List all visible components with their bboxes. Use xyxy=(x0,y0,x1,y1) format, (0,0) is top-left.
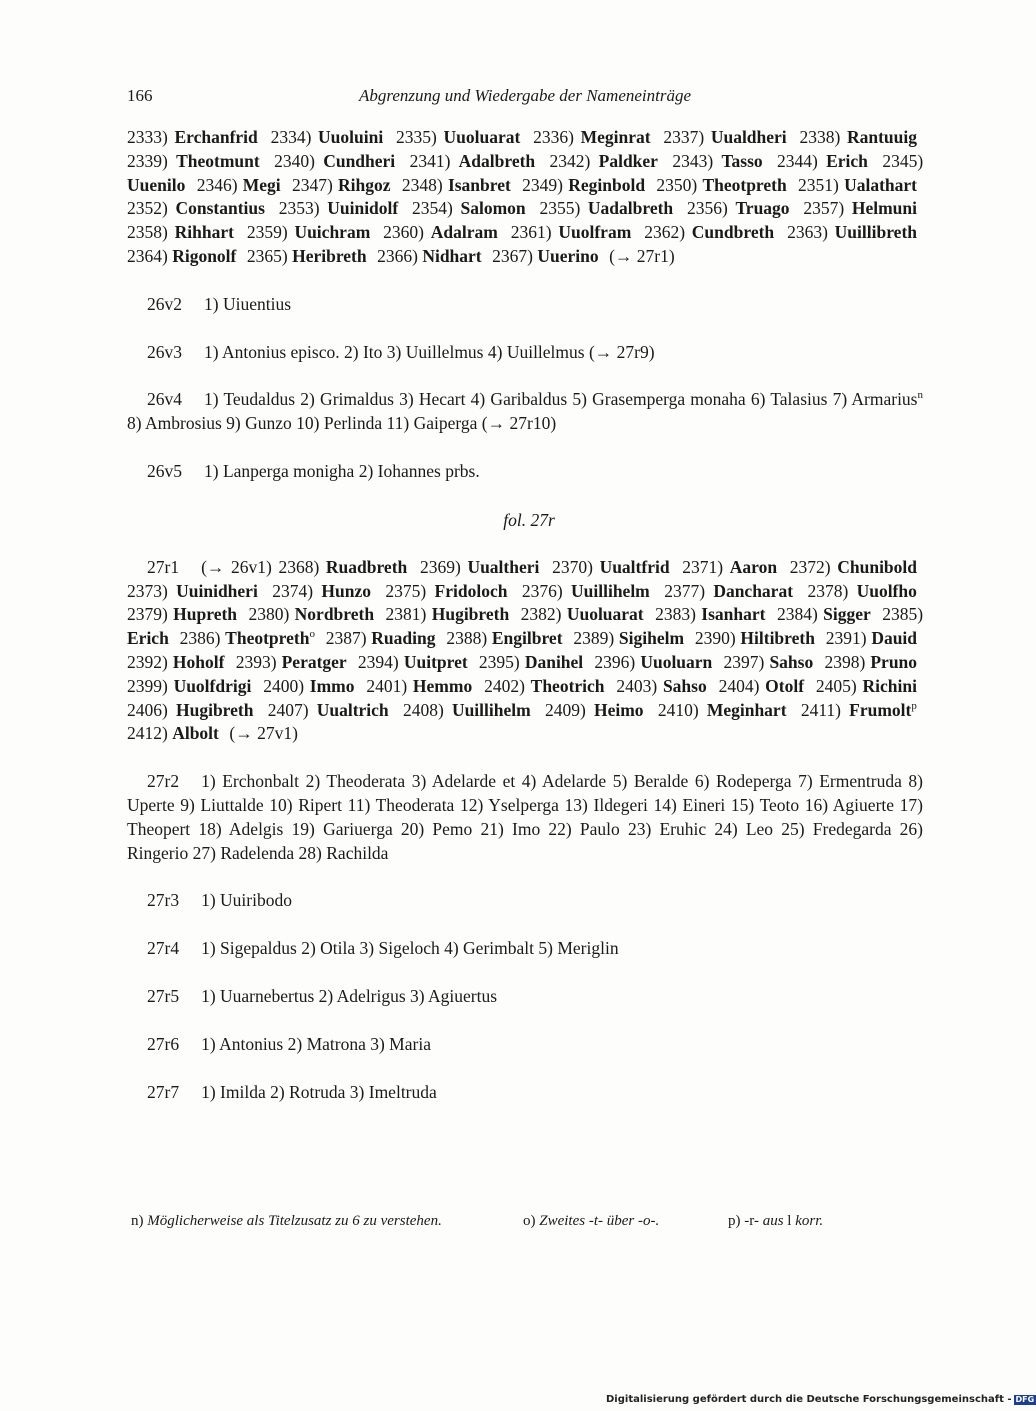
entry-number: 2364) xyxy=(127,245,168,266)
entry-line-27r7: 27r7 1) Imilda 2) Rotruda 3) Imeltruda xyxy=(147,1081,437,1102)
name-entry xyxy=(358,652,468,672)
entry-line-27r5: 27r5 1) Uuarnebertus 2) Adelrigus 3) Agiuertus xyxy=(147,985,498,1006)
entry-label: 27r1 xyxy=(147,556,180,577)
name-entry xyxy=(664,581,793,601)
entry-number: 2367) xyxy=(492,245,533,266)
entry-number: 2343) xyxy=(672,150,714,171)
name-entry xyxy=(127,652,224,672)
name-entry xyxy=(236,652,347,672)
entry-number: 2374) xyxy=(272,580,314,601)
entry-name: Uualtfrid xyxy=(599,556,670,577)
entry-name: Uuerino xyxy=(537,245,599,266)
name-entry xyxy=(594,652,712,672)
name-entry xyxy=(724,652,814,672)
name-entry xyxy=(127,604,237,624)
name-entry xyxy=(412,198,526,218)
entry-number: 2398) xyxy=(824,651,866,672)
entry-number: 2334) xyxy=(270,127,312,147)
entry-name: Hupreth xyxy=(173,604,238,625)
entry-name: Uuillihelm xyxy=(571,580,650,601)
entry-name: Aaron xyxy=(729,556,778,577)
name-entry xyxy=(803,198,917,218)
entry-line-26v2: 26v2 1) Uiuentius xyxy=(147,293,292,314)
name-entry xyxy=(402,175,511,195)
entry-line-27r6: 27r6 1) Antonius 2) Matrona 3) Maria xyxy=(147,1033,431,1054)
entry-name: Sahso xyxy=(769,651,814,672)
name-entry xyxy=(522,581,650,601)
name-entry xyxy=(550,151,658,171)
name-entry xyxy=(492,246,598,266)
entry-name: Helmuni xyxy=(851,198,917,219)
name-entry xyxy=(682,557,777,577)
entry-number: 2383) xyxy=(655,604,696,625)
page-header xyxy=(127,86,923,114)
entry-name: Pruno xyxy=(870,651,918,672)
entry-number: 2354) xyxy=(412,198,453,219)
entry-name: Uuillibreth xyxy=(834,222,918,243)
name-entry xyxy=(798,175,917,195)
entry-number: 2404) xyxy=(718,675,760,696)
entry-name: Constantius xyxy=(175,198,265,219)
entry-number: 2355) xyxy=(539,198,581,219)
name-entry xyxy=(410,151,536,171)
entry-number: 2394) xyxy=(357,651,399,672)
entry-line-26v3: 26v3 1) Antonius episco. 2) Ito 3) Uuillelmus 4) Uuillelmus (→ 27r9) xyxy=(147,341,655,362)
main-text xyxy=(127,126,923,1104)
name-entry xyxy=(695,628,815,648)
name-entry xyxy=(807,581,916,601)
name-entry xyxy=(446,628,562,648)
name-entry xyxy=(278,557,407,577)
entry-number: 2335) xyxy=(396,127,437,147)
entry-number: 2410) xyxy=(657,699,699,720)
entry-number: 2390) xyxy=(694,628,736,649)
entry-name: Sigihelm xyxy=(618,628,685,649)
entry-name: Uuillihelm xyxy=(451,699,531,720)
name-entry xyxy=(655,604,765,624)
entry-number: 2348) xyxy=(401,174,443,195)
entry-line-26v5: 26v5 1) Lanperga monigha 2) Iohannes prbs. xyxy=(147,460,480,481)
entry-number: 2369) xyxy=(420,556,461,577)
entry-name: Uuolfram xyxy=(558,222,632,243)
name-entry xyxy=(127,676,251,696)
entry-name: Uualtrich xyxy=(316,699,389,720)
name-entry xyxy=(522,175,645,195)
footnote-o: o) Zweites -t- über -o-. xyxy=(523,1213,660,1229)
entry-number: 2359) xyxy=(246,222,288,243)
entry-name: Uadalbreth xyxy=(587,198,674,219)
name-entry xyxy=(719,676,804,696)
footnote-mark: p xyxy=(911,699,917,712)
entry-name: Cundbreth xyxy=(691,222,775,243)
entry-number: 2350) xyxy=(656,174,698,195)
entry-number: 2345) xyxy=(882,150,924,171)
entry-number: 2393) xyxy=(235,651,277,672)
entry-number: 2373) xyxy=(127,580,168,601)
entry-name: Cundheri xyxy=(323,150,396,171)
entry-name: Adalram xyxy=(430,222,498,243)
entry-number: 2400) xyxy=(263,675,305,696)
name-entry xyxy=(366,676,472,696)
name-entry xyxy=(656,175,786,195)
entry-number: 2356) xyxy=(686,198,728,219)
entry-name: Sigger xyxy=(823,604,871,625)
name-entry xyxy=(533,127,650,147)
name-entry xyxy=(790,557,917,577)
name-entry xyxy=(127,723,219,743)
entry-name: Uuolfho xyxy=(856,580,917,601)
entry-name: Reginbold xyxy=(568,174,646,195)
entry-name: Paldker xyxy=(598,150,658,171)
entry-name: Fridoloch xyxy=(434,580,508,601)
name-entry xyxy=(663,127,786,147)
entry-name: Rihgoz xyxy=(338,174,391,195)
entry-line-27r4: 27r4 1) Sigepaldus 2) Otila 3) Sigeloch 4) Gerimbalt 5) Meriglin xyxy=(147,938,619,959)
entry-number: 2333) xyxy=(127,127,168,147)
entry-number: 2406) xyxy=(127,699,168,720)
entry-line-26v4: 26v4 1) Teudaldus 2) Grimaldus 3) Hecart 4) Garibaldus 5) Grasemperga monaha 6) Talasius 7) Armarius$^n$ 8) Ambrosius 9) Gunzo 10) Perlinda 11) Gaiperga (→ 27r10) xyxy=(127,389,923,434)
entry-name: Uuinidheri xyxy=(176,580,258,601)
entry-number: 2372) xyxy=(789,556,831,577)
name-entry xyxy=(326,628,436,648)
entry-number: 2412) xyxy=(127,723,168,744)
entry-name: Ruading xyxy=(371,628,436,649)
entry-number: 2408) xyxy=(402,699,444,720)
entry-number: 2385) xyxy=(882,604,924,625)
entry-number: 2357) xyxy=(803,198,845,219)
entry-number: 2409) xyxy=(544,699,586,720)
entry-number: 2377) xyxy=(664,580,706,601)
name-entry xyxy=(511,222,632,242)
entry-name: Danihel xyxy=(524,651,584,672)
name-entry xyxy=(127,222,234,242)
footnote-mark: o xyxy=(309,628,315,641)
entry-number: 2347) xyxy=(292,174,333,195)
name-entry xyxy=(787,222,917,242)
entry-name: Adalbreth xyxy=(458,150,536,171)
name-entry xyxy=(247,222,370,242)
entry-name: Ruadbreth xyxy=(325,556,408,577)
entry-number: 2349) xyxy=(522,174,563,195)
entry-name: Chunibold xyxy=(837,556,918,577)
entry-name: Isanhart xyxy=(701,604,766,625)
footnote-mark-n: n xyxy=(917,389,923,402)
name-entry xyxy=(777,151,868,171)
name-entry xyxy=(479,652,583,672)
entry-number: 2401) xyxy=(366,675,408,696)
entry-name: Uuoluarat xyxy=(566,604,644,625)
entry-name: Nidhart xyxy=(422,245,482,266)
entry-number: 2366) xyxy=(377,245,418,266)
entry-name: Rantuuig xyxy=(846,127,917,147)
name-entry xyxy=(552,557,669,577)
entry-name: Uuichram xyxy=(294,222,371,243)
dfg-logo: DFG xyxy=(1015,1395,1035,1404)
entry-number: 2365) xyxy=(246,245,288,266)
entry-name: Albolt xyxy=(172,723,219,744)
entry-number: 2402) xyxy=(484,675,525,696)
entry-name: Uuolfdrigi xyxy=(173,675,252,696)
entry-name: Richini xyxy=(862,675,917,696)
entry-name: Heribreth xyxy=(292,245,367,266)
footnote-p: p) -r- aus l korr. xyxy=(728,1213,824,1229)
entry-number: 2370) xyxy=(552,556,593,577)
entry-number: 2353) xyxy=(278,198,320,219)
name-entry xyxy=(687,198,790,218)
entry-number: 2361) xyxy=(510,222,552,243)
entry-number: 2338) xyxy=(799,127,841,147)
entry-number: 2384) xyxy=(776,604,818,625)
entry-name: Uuitpret xyxy=(403,651,468,672)
entry-number: 2352) xyxy=(127,198,168,219)
name-entry xyxy=(816,676,917,696)
entry-number: 2340) xyxy=(274,150,315,171)
entry-name: Heimo xyxy=(593,699,644,720)
entry-number: 2346) xyxy=(196,174,238,195)
entry-name: Theotpreth xyxy=(225,628,310,649)
entry-number: 2358) xyxy=(127,222,168,243)
entry-number: 2403) xyxy=(616,675,658,696)
entry-number: 2405) xyxy=(815,675,857,696)
entry-name: Rihhart xyxy=(174,222,234,243)
entry-number: 2380) xyxy=(248,604,290,625)
entry-number: 2407) xyxy=(267,699,309,720)
entry-number: 2387) xyxy=(325,628,367,649)
entry-name: Frumolt xyxy=(849,699,912,720)
entry-number: 2411) xyxy=(800,699,841,720)
name-entry xyxy=(826,628,917,648)
entry-name: Hoholf xyxy=(172,651,225,672)
entry-number: 2376) xyxy=(521,580,563,601)
name-entry xyxy=(403,700,531,720)
name-entry xyxy=(799,127,917,147)
entry-name: Sahso xyxy=(662,675,707,696)
entry-name: Ualathart xyxy=(844,174,917,195)
name-entry xyxy=(824,652,917,672)
name-entry xyxy=(127,581,258,601)
entry-number: 2363) xyxy=(787,222,828,243)
entry-number: 2391) xyxy=(825,628,867,649)
entry-number: 2388) xyxy=(446,628,488,649)
name-entry xyxy=(658,700,787,720)
name-entry xyxy=(420,557,539,577)
entry-number: 2368) xyxy=(278,556,320,577)
entry-number: 2339) xyxy=(127,150,168,171)
entry-number: 2351) xyxy=(798,174,839,195)
entry-number: 2360) xyxy=(383,222,424,243)
name-entry xyxy=(801,700,917,720)
entry-number: 2371) xyxy=(682,556,724,577)
name-entry xyxy=(383,222,498,242)
name-entry xyxy=(268,700,389,720)
entry-name: Tasso xyxy=(721,150,763,171)
entry-name: Hemmo xyxy=(412,675,473,696)
entry-number: 2379) xyxy=(127,604,168,625)
cross-reference: (→ 27r1) xyxy=(609,245,675,266)
name-entry xyxy=(127,151,260,171)
entry-name: Dauid xyxy=(871,628,918,649)
entry-number: 2344) xyxy=(777,150,818,171)
name-entry xyxy=(377,246,482,266)
name-entry xyxy=(539,198,673,218)
cross-reference: (→ 27v1) xyxy=(229,723,298,744)
entry-name: Engilbret xyxy=(491,628,563,649)
name-entry xyxy=(127,127,258,147)
running-title: Abgrenzung und Wiedergabe der Nameneinträge xyxy=(358,86,692,105)
entry-name: Otolf xyxy=(765,675,805,696)
name-entry xyxy=(127,246,236,266)
entry-name: Uuenilo xyxy=(127,174,186,195)
name-entry xyxy=(272,581,371,601)
name-entry xyxy=(263,676,354,696)
footnote-n: n) Möglicherweise als Titelzusatz zu 6 zu verstehen. xyxy=(131,1213,442,1229)
name-entry xyxy=(521,604,644,624)
name-entry xyxy=(385,581,507,601)
entry-name: Erich xyxy=(826,150,868,171)
entry-name: Rigonolf xyxy=(172,245,237,266)
entry-name: Hugibreth xyxy=(175,699,254,720)
name-entry xyxy=(127,198,265,218)
entry-number: 2375) xyxy=(385,580,427,601)
entry-name: Dancharat xyxy=(713,580,794,601)
name-entry xyxy=(127,700,253,720)
name-entry xyxy=(386,604,510,624)
entry-number: 2381) xyxy=(385,604,427,625)
name-entry xyxy=(292,175,391,195)
entry-number: 2395) xyxy=(478,651,520,672)
name-entry xyxy=(616,676,706,696)
entry-name: Uualdheri xyxy=(710,127,787,147)
entry-name: Meginhart xyxy=(706,699,787,720)
entry-name: Peratger xyxy=(281,651,347,672)
name-entry xyxy=(644,222,774,242)
entry-block-27r1 xyxy=(127,556,923,746)
entry-name: Uualtheri xyxy=(467,556,540,577)
entry-number: 2336) xyxy=(533,127,574,147)
entry-number: 2342) xyxy=(549,150,591,171)
name-entry xyxy=(777,604,871,624)
entry-name: Uuinidolf xyxy=(327,198,399,219)
entry-name: Uuoluini xyxy=(318,127,384,147)
name-entry xyxy=(274,151,395,171)
folio-heading: fol. 27r xyxy=(503,509,555,530)
entry-name: Theotmunt xyxy=(176,150,260,171)
name-entry xyxy=(573,628,684,648)
entry-line-27r3: 27r3 1) Uuiribodo xyxy=(147,890,292,911)
digitization-credit: Digitalisierung gefördert durch die Deutsche Forschungsgemeinschaft - DFG xyxy=(606,1394,1035,1405)
entry-number: 2396) xyxy=(594,651,636,672)
entry-name: Erchanfrid xyxy=(174,127,258,147)
name-entry xyxy=(249,604,375,624)
entry-block-26v1 xyxy=(127,126,923,269)
entry-name: Uuoluarat xyxy=(443,127,521,147)
name-entry xyxy=(672,151,762,171)
entry-number: 2362) xyxy=(644,222,686,243)
entry-name: Truago xyxy=(735,198,790,219)
entry-number: 2386) xyxy=(179,628,221,649)
name-entry xyxy=(484,676,604,696)
entry-number: 2392) xyxy=(127,651,168,672)
entry-name: Salomon xyxy=(460,198,526,219)
entry-name: Theotrich xyxy=(530,675,605,696)
page-number: 166 xyxy=(127,86,153,105)
entry-block-27r2: 27r2 1) Erchonbalt 2) Theoderata 3) Adelarde et 4) Adelarde 5) Beralde 6) Rodeperga 7) Ermentruda 8) Uperte 9) Liuttalde 10) Ripert 11) Theoderata 12) Yselperga 13) Ildegeri 14) Eineri 15) Teoto 16) Agiuerte 17) Theopert 18) Adelgis 19) Gariuerga 20) Pemo 21) Imo 22) Paulo 23) Eruhic 24) Leo 25) Fredegarda 26) Ringerio 27) Radelenda 28) Rachilda xyxy=(127,771,923,863)
entry-name: Immo xyxy=(309,675,355,696)
entry-name: Isanbret xyxy=(447,174,511,195)
entry-name: Megi xyxy=(242,174,281,195)
name-entry xyxy=(279,198,398,218)
cross-reference: (→ 26v1) xyxy=(201,556,272,577)
entry-number: 2399) xyxy=(127,675,168,696)
entry-name: Hunzo xyxy=(321,580,371,601)
entry-number: 2382) xyxy=(520,604,562,625)
name-entry xyxy=(247,246,367,266)
entry-number: 2397) xyxy=(723,651,765,672)
name-entry xyxy=(180,628,315,648)
entry-number: 2378) xyxy=(807,580,849,601)
entry-name: Theotpreth xyxy=(702,174,787,195)
entry-name: Nordbreth xyxy=(294,604,375,625)
entry-name: Meginrat xyxy=(580,127,651,147)
name-entry xyxy=(545,700,644,720)
entry-number: 2341) xyxy=(409,150,451,171)
entry-name: Uuoluarn xyxy=(640,651,713,672)
entry-name: Hiltibreth xyxy=(740,628,815,649)
entry-number: 2337) xyxy=(663,127,705,147)
name-entry xyxy=(396,127,520,147)
entry-number: 2389) xyxy=(573,628,615,649)
name-entry xyxy=(197,175,281,195)
entry-name: Hugibreth xyxy=(431,604,510,625)
name-entry xyxy=(271,127,384,147)
entry-name: Erich xyxy=(127,628,169,649)
